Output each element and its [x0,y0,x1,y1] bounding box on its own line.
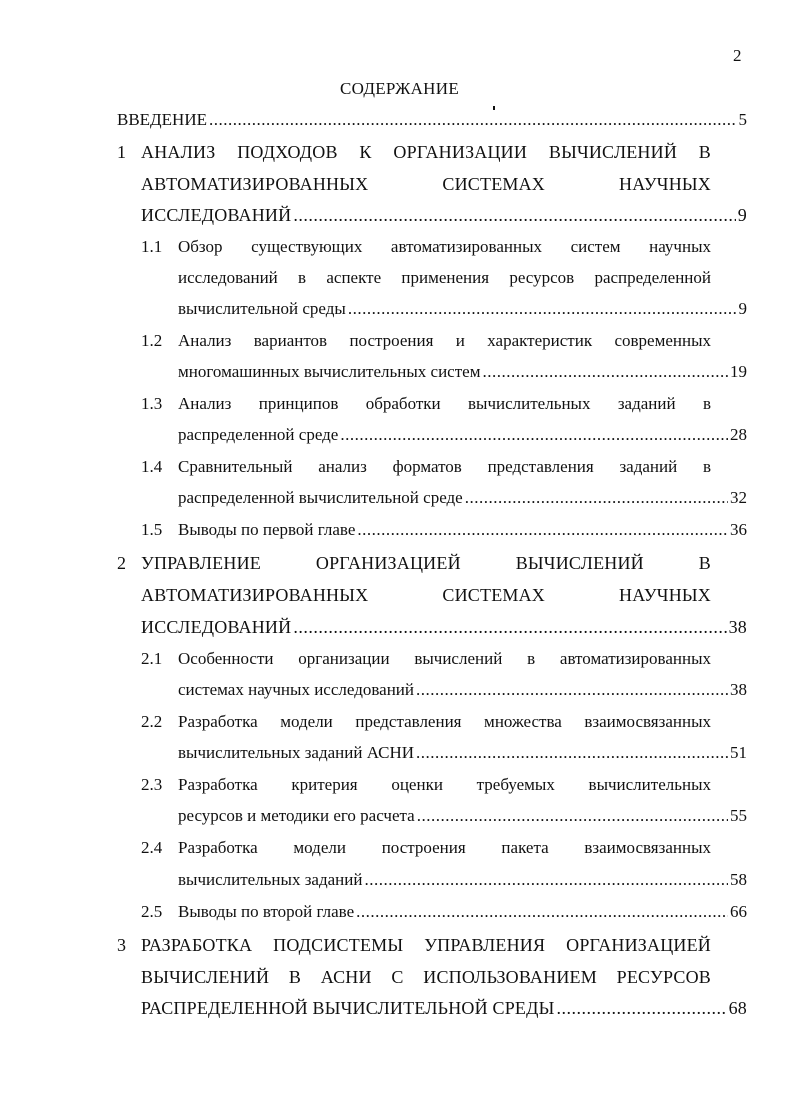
chapter-title-line: УПРАВЛЕНИЕ ОРГАНИЗАЦИЕЙ ВЫЧИСЛЕНИЙ В [141,553,711,573]
chapter-title-line: АНАЛИЗ ПОДХОДОВ К ОРГАНИЗАЦИИ ВЫЧИСЛЕНИЙ В [141,142,711,162]
toc-entry-label: многомашинных вычислительных систем [178,362,481,381]
section-number: 1.1 [141,237,163,256]
page-title: СОДЕРЖАНИЕ [339,79,460,98]
chapter-number: 1 [117,142,127,162]
chapter-number: 2 [117,553,127,573]
toc-leader-dots [340,423,728,447]
toc-entry-page: 28 [730,425,747,444]
toc-leader-dots [356,900,728,924]
toc-entry-page: 32 [730,488,747,507]
toc-leader-dots [293,615,726,639]
toc-entry-chapter-2[interactable] [141,615,747,639]
page-number: 2 [733,46,742,65]
section-title-line: Сравнительный анализ форматов представления заданий в [178,457,711,476]
toc-leader-dots [293,203,735,227]
section-number: 1.5 [141,520,163,539]
toc-entry-section-1-3[interactable] [178,423,747,447]
section-title-line: Разработка модели построения пакета взаимосвязанных [178,838,711,857]
toc-leader-dots [465,486,728,510]
section-title-line: Анализ вариантов построения и характеристик современных [178,331,711,350]
toc-entry-page: 55 [730,806,747,825]
section-number: 2.5 [141,902,163,921]
toc-entry-page: 36 [730,520,747,539]
toc-entry-label: вычислительной среды [178,299,346,318]
toc-leader-dots [416,678,728,702]
toc-entry-label: системах научных исследований [178,680,414,699]
toc-entry-label: ресурсов и методики его расчета [178,806,415,825]
section-title-line: Особенности организации вычислений в автоматизированных [178,649,711,668]
chapter-title-line: АВТОМАТИЗИРОВАННЫХ СИСТЕМАХ НАУЧНЫХ [141,585,711,605]
toc-entry-page: 58 [730,870,747,889]
toc-leader-dots [357,518,728,542]
toc-entry-label: вычислительных заданий [178,870,363,889]
toc-entry-page: 19 [730,362,747,381]
toc-entry-section-2-4[interactable] [178,868,747,892]
section-title-line: Разработка модели представления множества взаимосвязанных [178,712,711,731]
section-title-line: Разработка критерия оценки требуемых вычислительных [178,775,711,794]
toc-entry-section-1-2[interactable] [178,360,747,384]
toc-leader-dots [364,868,728,892]
chapter-number: 3 [117,935,127,955]
toc-entry-section-2-1[interactable] [178,678,747,702]
toc-entry-label: вычислительных заданий АСНИ [178,743,415,762]
section-title-line: исследований в аспекте применения ресурсов распределенной [178,268,711,287]
toc-entry-page: 5 [738,110,747,129]
toc-entry-label: Выводы по первой главе [178,520,356,539]
toc-entry-page: 9 [738,299,747,318]
toc-entry-section-2-5[interactable] [178,900,747,924]
toc-leader-dots [416,741,728,765]
chapter-title-line: ВЫЧИСЛЕНИЙ В АСНИ С ИСПОЛЬЗОВАНИЕМ РЕСУРСОВ [141,967,711,987]
toc-entry-label: ВВЕДЕНИЕ [117,110,207,129]
toc-entry-page: 9 [737,205,747,225]
toc-entry-section-2-3[interactable] [178,804,747,828]
toc-entry-section-1-1[interactable] [178,297,747,321]
section-number: 2.2 [141,712,163,731]
toc-leader-dots [348,297,737,321]
toc-entry-label: распределенной среде [178,425,339,444]
toc-leader-dots [209,108,737,132]
toc-leader-dots [417,804,728,828]
toc-entry-chapter-3[interactable] [141,996,747,1020]
toc-entry-section-2-2[interactable] [178,741,747,765]
toc-entry-label: ИССЛЕДОВАНИЙ [141,617,292,637]
chapter-title-line: РАЗРАБОТКА ПОДСИСТЕМЫ УПРАВЛЕНИЯ ОРГАНИЗАЦИЕЙ [141,935,711,955]
toc-entry-page: 51 [730,743,747,762]
toc-leader-dots [557,996,727,1020]
section-title-line: Анализ принципов обработки вычислительных заданий в [178,394,711,413]
toc-entry-page: 38 [728,617,747,637]
chapter-title-line: АВТОМАТИЗИРОВАННЫХ СИСТЕМАХ НАУЧНЫХ [141,174,711,194]
section-number: 2.3 [141,775,163,794]
toc-entry-label: ИССЛЕДОВАНИЙ [141,205,292,225]
toc-entry-page: 68 [728,998,747,1018]
section-title-line: Обзор существующих автоматизированных систем научных [178,237,711,256]
toc-leader-dots [482,360,728,384]
section-number: 2.4 [141,838,163,857]
toc-entry-intro[interactable] [117,108,747,132]
toc-entry-chapter-1[interactable] [141,203,747,227]
toc-entry-label: распределенной вычислительной среде [178,488,463,507]
toc-entry-label: Выводы по второй главе [178,902,355,921]
section-number: 1.2 [141,331,163,350]
toc-entry-label: РАСПРЕДЕЛЕННОЙ ВЫЧИСЛИТЕЛЬНОЙ СРЕДЫ [141,998,555,1018]
section-number: 1.4 [141,457,163,476]
toc-entry-section-1-4[interactable] [178,486,747,510]
toc-entry-page: 38 [730,680,747,699]
toc-entry-section-1-5[interactable] [178,518,747,542]
toc-entry-page: 66 [730,902,747,921]
section-number: 2.1 [141,649,163,668]
section-number: 1.3 [141,394,163,413]
